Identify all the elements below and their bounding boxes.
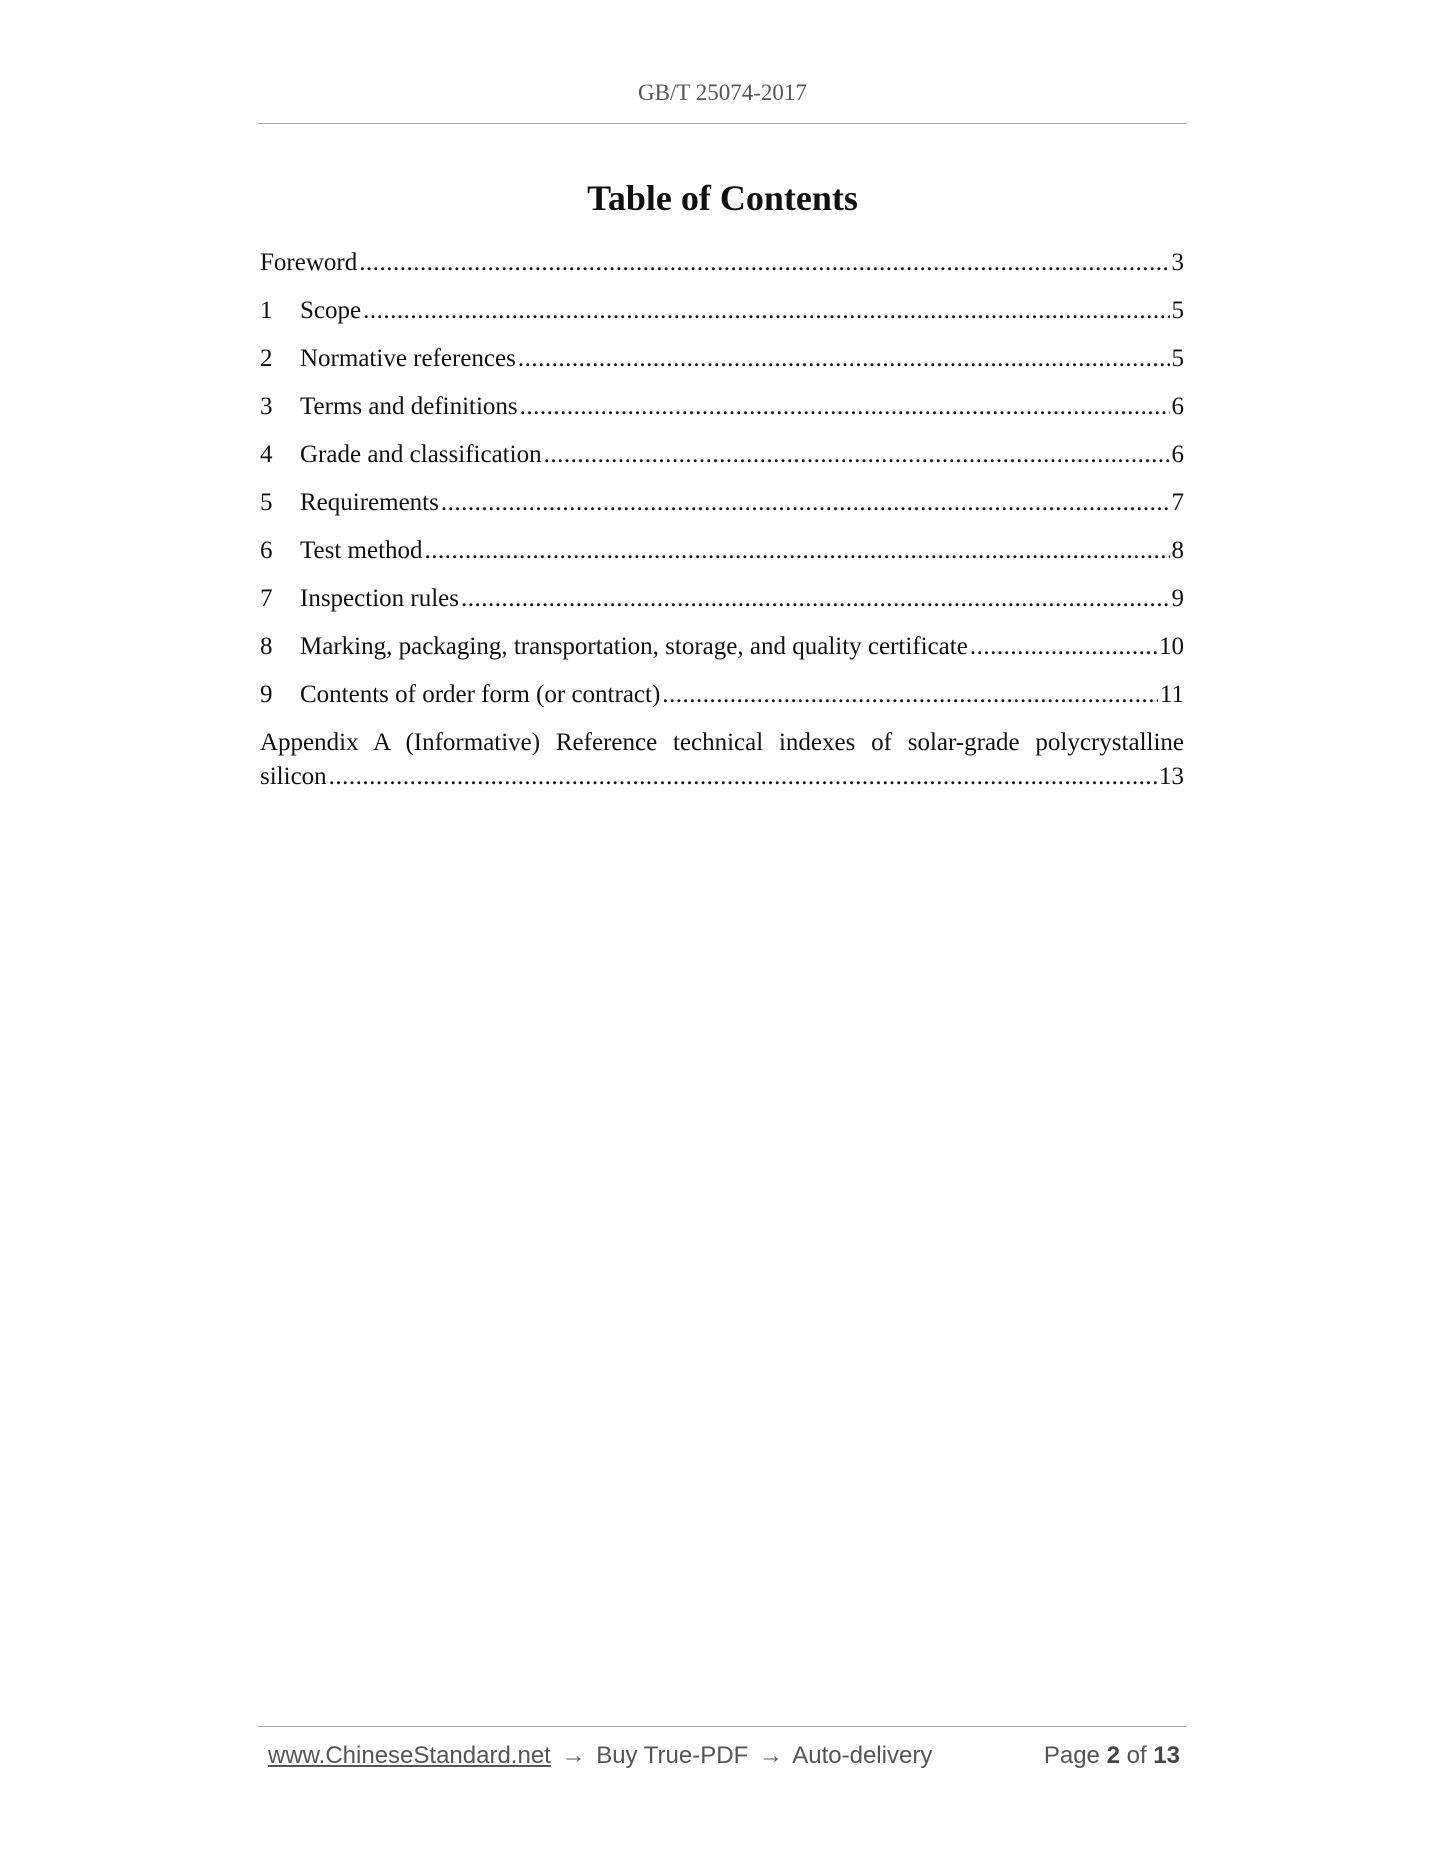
toc-entry-page: 8 <box>1171 537 1184 564</box>
delivery-text: Auto-delivery <box>792 1742 933 1769</box>
toc-entry-page: 13 <box>1159 763 1184 790</box>
table-of-contents <box>260 246 1184 794</box>
of-label: of <box>1126 1742 1147 1769</box>
toc-entry-page: 9 <box>1171 585 1184 612</box>
toc-entry-label: Foreword <box>260 249 358 276</box>
toc-entry-test-method[interactable] <box>260 534 1184 582</box>
toc-entry-requirements[interactable] <box>260 486 1184 534</box>
arrow-right-icon: → <box>758 1742 783 1769</box>
toc-entry-label: Terms and definitions <box>300 393 518 420</box>
page-title: Table of Contents <box>587 178 858 218</box>
toc-entry-label: Inspection rules <box>300 585 459 612</box>
dot-leader <box>544 438 1170 472</box>
toc-entry-grade-and-classification[interactable] <box>260 438 1184 486</box>
toc-entry-continuation <box>260 760 1184 794</box>
toc-entry-page: 5 <box>1171 345 1184 372</box>
toc-entry-terms-and-definitions[interactable] <box>260 390 1184 438</box>
toc-entry-appendix-a[interactable] <box>260 726 1184 794</box>
dot-leader <box>461 582 1170 616</box>
buy-text: Buy True-PDF <box>596 1742 749 1769</box>
dot-leader <box>441 486 1170 520</box>
page-label: Page <box>1043 1742 1100 1769</box>
toc-entry-label: Test method <box>300 537 423 564</box>
current-page-number: 2 <box>1106 1742 1120 1769</box>
dot-leader <box>359 246 1169 280</box>
toc-entry-number: 6 <box>260 537 273 564</box>
dot-leader <box>518 342 1170 376</box>
toc-entry-page: 6 <box>1171 441 1184 468</box>
toc-entry-normative-references[interactable] <box>260 342 1184 390</box>
toc-entry-page: 7 <box>1171 489 1184 516</box>
dot-leader <box>520 390 1170 424</box>
toc-entry-number: 1 <box>260 297 273 324</box>
arrow-right-icon: → <box>561 1742 586 1769</box>
dot-leader <box>970 630 1157 664</box>
dot-leader <box>425 534 1170 568</box>
dot-leader <box>329 760 1157 794</box>
footer-divider <box>258 1726 1187 1727</box>
document-header: GB/T 25074-2017 <box>638 80 807 105</box>
toc-entry-page: 6 <box>1171 393 1184 420</box>
toc-entry-label: Appendix A (Informative) Reference technical indexes of solar-grade polycrystalline <box>260 729 1184 756</box>
toc-entry-number: 5 <box>260 489 273 516</box>
toc-entry-label: Contents of order form (or contract) <box>300 681 661 708</box>
toc-entry-inspection-rules[interactable] <box>260 582 1184 630</box>
toc-entry-number: 8 <box>260 633 273 660</box>
toc-entry-number: 2 <box>260 345 273 372</box>
toc-entry-label: Normative references <box>300 345 516 372</box>
toc-entry-scope[interactable] <box>260 294 1184 342</box>
toc-entry-label: Scope <box>300 297 362 324</box>
toc-entry-page: 11 <box>1159 681 1184 708</box>
toc-entry-page: 10 <box>1159 633 1184 660</box>
page-indicator <box>1044 1742 1180 1770</box>
toc-entry-label-continued: silicon <box>260 763 327 790</box>
dot-leader <box>662 678 1158 712</box>
toc-entry-foreword[interactable] <box>260 246 1184 294</box>
toc-entry-label: Marking, packaging, transportation, storage, and quality certificate <box>300 633 968 660</box>
toc-entry-page: 5 <box>1171 297 1184 324</box>
toc-entry-number: 7 <box>260 585 273 612</box>
website-link[interactable]: www.ChineseStandard.net <box>268 1742 551 1769</box>
toc-entry-label: Requirements <box>300 489 439 516</box>
header-divider <box>258 123 1187 124</box>
dot-leader <box>363 294 1169 328</box>
toc-entry-marking-packaging[interactable] <box>260 630 1184 678</box>
toc-entry-page: 3 <box>1171 249 1184 276</box>
toc-entry-number: 9 <box>260 681 273 708</box>
footer-promo <box>268 1742 932 1770</box>
toc-entry-label: Grade and classification <box>300 441 542 468</box>
toc-entry-number: 3 <box>260 393 273 420</box>
toc-entry-number: 4 <box>260 441 273 468</box>
total-pages-number: 13 <box>1153 1742 1180 1769</box>
toc-entry-order-form-contents[interactable] <box>260 678 1184 726</box>
